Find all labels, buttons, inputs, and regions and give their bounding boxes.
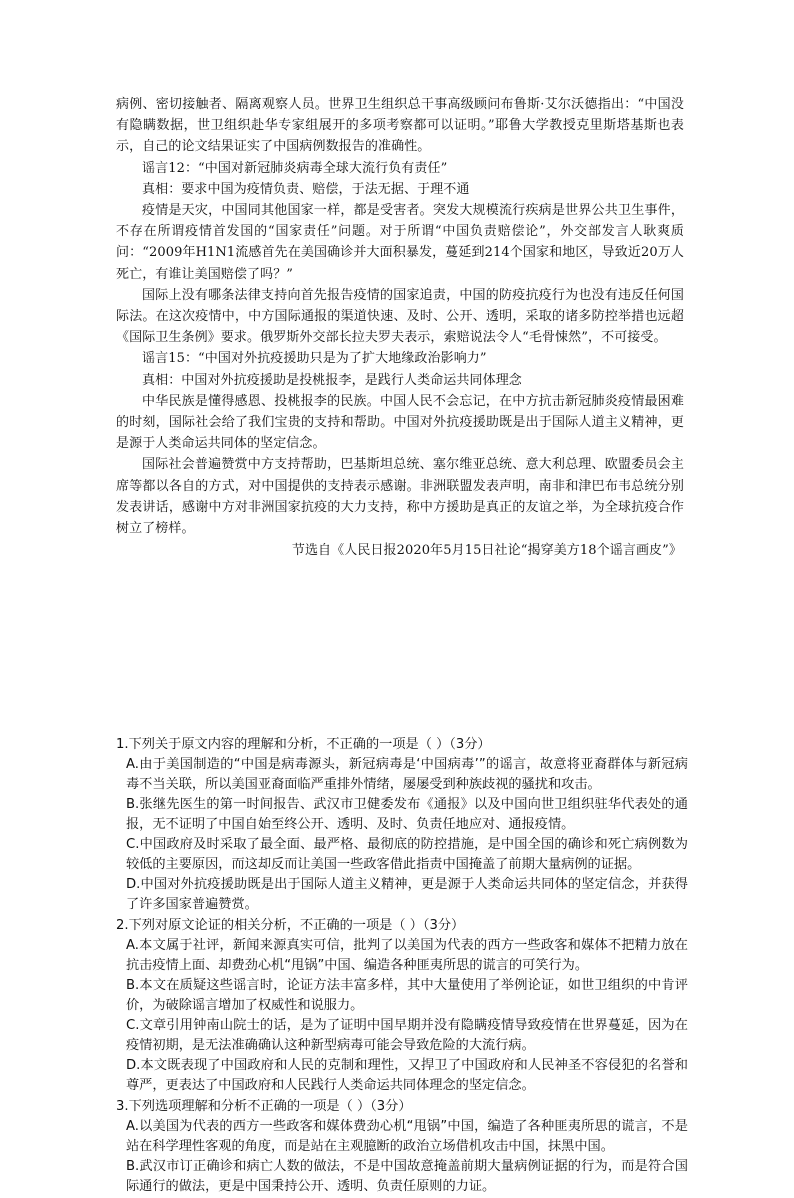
truth-12-heading: 真相：要求中国为疫情负责、赔偿，于法无据、于理不通 <box>142 181 470 197</box>
option-d: D.中国对外抗疫援助既是出于国际人道主义精神，更是源于人类命运共同体的坚定信念，并获得了许多国家普遍赞赏。 <box>126 877 688 912</box>
option-b: B.武汉市订正确诊和病亡人数的做法，不是中国故意掩盖前期大量病例证据的行为，而是符合国际通行的做法，更是中国秉持公开、透明、负责任原则的力证。 <box>126 1159 688 1194</box>
question-1 <box>116 735 688 915</box>
question-2 <box>116 916 688 1096</box>
reading-passage <box>116 94 684 561</box>
rumor-15-heading: 谣言15：“中国对外抗疫援助只是为了扩大地缘政治影响力” <box>142 351 487 367</box>
passage-paragraph: 疫情是天灾，中国同其他国家一样，都是受害者。突发大规模流行疾病是世界公共卫生事件，不存在所谓疫情首发国的“国家责任”问题。对于所谓“中国负责赔偿论”，外交部发言人耿爽质问：“2009年H1N1流感首先在美国确诊并大面积暴发，蔓延到214个国家和地区，导致近20万人死亡，有谁让美国赔偿了吗？” <box>116 203 684 282</box>
rumor-12-heading: 谣言12：“中国对新冠肺炎病毒全球大流行负有责任” <box>142 160 448 176</box>
question-3 <box>116 1097 688 1197</box>
option-a: A.以美国为代表的西方一些政客和媒体费劲心机“甩锅”中国，编造了各种匪夷所思的谎言，不是站在科学理性客观的角度，而是站在主观臆断的政治立场借机攻击中国，抹黑中国。 <box>126 1119 688 1154</box>
option-b: B.本文在质疑这些谣言时，论证方法丰富多样，其中大量使用了举例论证，如世卫组织的中肯评价，为破除谣言增加了权威性和说服力。 <box>126 978 688 1013</box>
option-c: C.中国政府及时采取了最全面、最严格、最彻底的防控措施，是中国全国的确诊和死亡病例数为较低的主要原因，而这却反而让美国一些政客借此指责中国掩盖了前期大量病例的证据。 <box>126 837 688 872</box>
option-c: C.文章引用钟南山院士的话，是为了证明中国早期并没有隐瞒疫情导致疫情在世界蔓延，因为在疫情初期，是无法准确确认这种新型病毒可能会导致危险的大流行病。 <box>126 1018 688 1053</box>
question-stem: 2.下列对原文论证的相关分析，不正确的一项是（ ）（3分） <box>116 918 465 933</box>
source-citation: 节选自《人民日报2020年5月15日社论“揭穿美方18个谣言画皮”》 <box>291 543 682 559</box>
question-stem: 3.下列选项理解和分析不正确的一项是（ ）（3分） <box>116 1099 412 1114</box>
passage-paragraph: 国际上没有哪条法律支持向首先报告疫情的国家追责，中国的防疫抗疫行为也没有违反任何国际法。在这次疫情中，中方国际通报的渠道快速、及时、公开、透明，采取的诸多防控举措也远超《国际卫生条例》要求。俄罗斯外交部长拉夫罗夫表示，索赔说法令人“毛骨悚然”，不可接受。 <box>116 287 684 346</box>
passage-paragraph: 病例、密切接触者、隔离观察人员。世界卫生组织总干事高级顾问布鲁斯·艾尔沃德指出：“中国没有隐瞒数据，世卫组织赴华专家组展开的多项考察都可以证明。”耶鲁大学教授克里斯塔基斯也表示，自己的论文结果证实了中国病例数报告的准确性。 <box>116 97 684 155</box>
question-stem: 1.下列关于原文内容的理解和分析，不正确的一项是（ ）（3分） <box>116 737 491 752</box>
passage-paragraph: 国际社会普遍赞赏中方支持帮助，巴基斯坦总统、塞尔维亚总统、意大利总理、欧盟委员会主席等都以各自的方式，对中国提供的支持表示感谢。非洲联盟发表声明，南非和津巴布韦总统分别发表讲话，感谢中方对非洲国家抗疫的大力支持，称中方援助是真正的友谊之举，为全球抗疫合作树立了榜样。 <box>116 457 684 537</box>
question-section <box>116 735 688 1198</box>
option-a: A.由于美国制造的“中国是病毒源头，新冠病毒是‘中国病毒’”的谣言，故意将亚裔群体与新冠病毒不当关联，所以美国亚裔面临严重排外情绪，屡屡受到种族歧视的骚扰和攻击。 <box>126 757 688 792</box>
passage-paragraph: 中华民族是懂得感恩、投桃报李的民族。中国人民不会忘记，在中方抗击新冠肺炎疫情最困难的时刻，国际社会给了我们宝贵的支持和帮助。中国对外抗疫援助既是出于国际人道主义精神，更是源于人类命运共同体的坚定信念。 <box>116 393 684 452</box>
option-b: B.张继先医生的第一时间报告、武汉市卫健委发布《通报》以及中国向世卫组织驻华代表处的通报，无不证明了中国自始至终公开、透明、及时、负责任地应对、通报疫情。 <box>126 797 688 832</box>
option-a: A.本文属于社评，新闻来源真实可信，批判了以美国为代表的西方一些政客和媒体不把精力放在抗击疫情上面、却费劲心机“甩锅”中国、编造各种匪夷所思的谎言的可笑行为。 <box>126 938 688 973</box>
truth-15-heading: 真相：中国对外抗疫援助是投桃报李，是践行人类命运共同体理念 <box>142 372 522 388</box>
option-d: D.本文既表现了中国政府和人民的克制和理性，又捍卫了中国政府和人民神圣不容侵犯的名誉和尊严，更表达了中国政府和人民践行人类命运共同体理念的坚定信念。 <box>126 1058 688 1093</box>
